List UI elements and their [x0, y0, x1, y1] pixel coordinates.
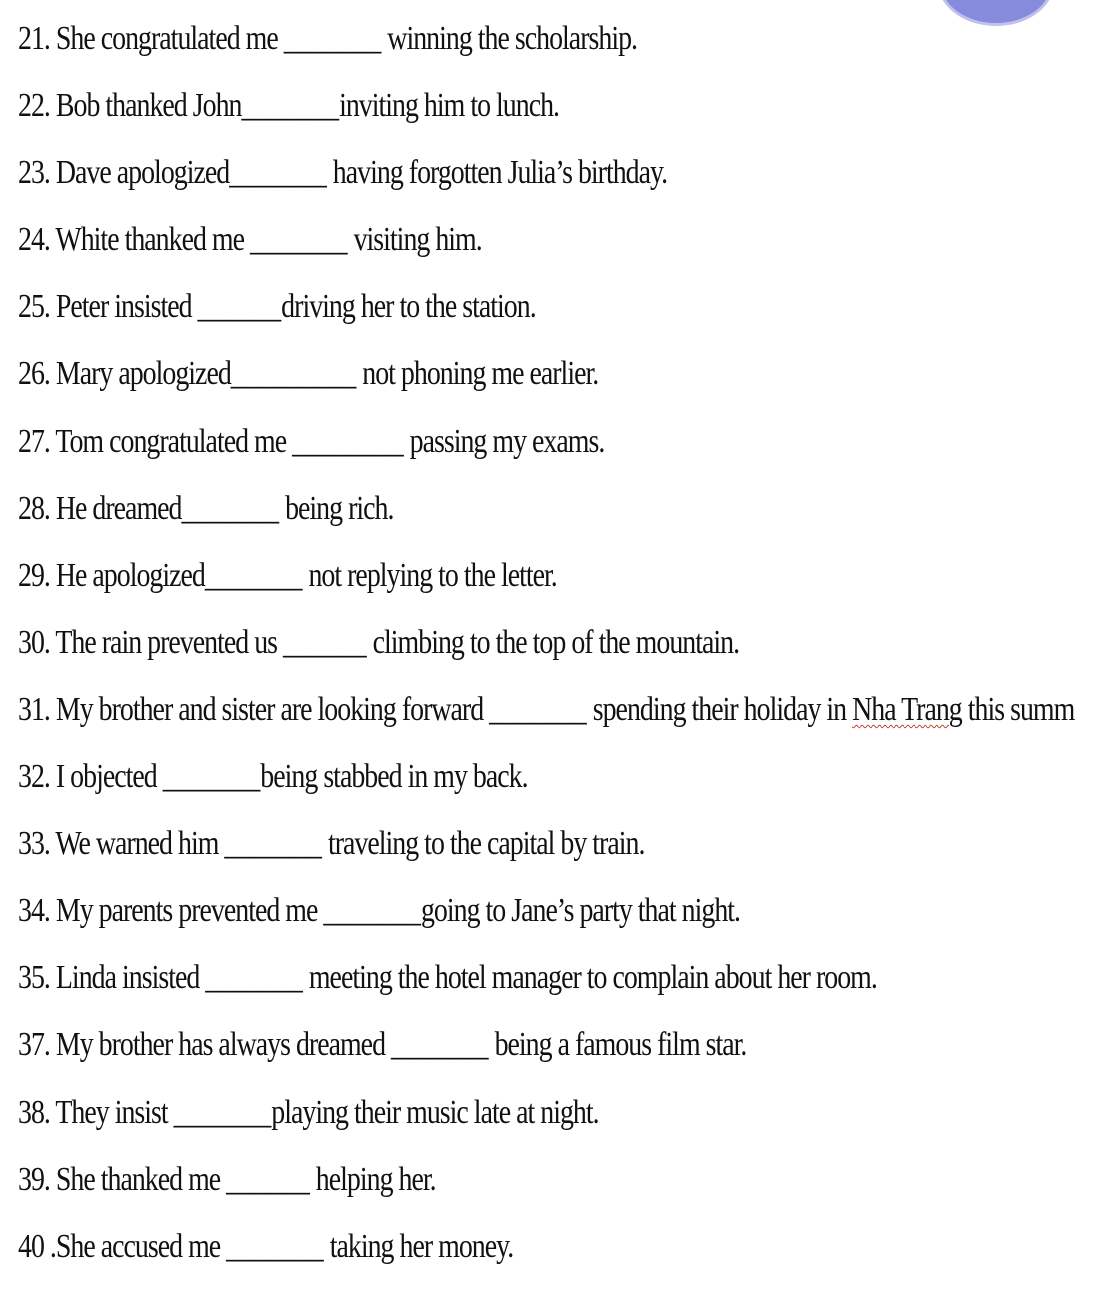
exercise-item-21: [18, 16, 920, 83]
exercise-item-39: [18, 1157, 920, 1224]
sentence-start: 30. The rain prevented us: [18, 623, 284, 661]
spellcheck-flagged-text: Nha Trang: [852, 690, 962, 728]
exercise-item-26: [18, 351, 920, 418]
sentence-end: being a famous film star.: [488, 1026, 747, 1064]
sentence-start: 28. He dreamed: [18, 489, 182, 527]
sentence-start: 29. He apologized: [18, 556, 205, 594]
exercise-item-40: [18, 1224, 920, 1291]
answer-blank: _______: [226, 1227, 324, 1265]
exercise-item-32: [18, 754, 920, 821]
answer-blank: _______: [181, 489, 280, 527]
sentence-end: passing my exams.: [403, 422, 605, 460]
sentence-start: 27. Tom congratulated me: [18, 422, 293, 460]
sentence-tail: this summ: [961, 690, 1075, 728]
sentence-end: visiting him.: [347, 221, 482, 259]
sentence-end: inviting him to lunch.: [339, 87, 560, 125]
sentence-end: meeting the hotel manager to complain about her room.: [302, 959, 877, 997]
sentence-end: being stabbed in my back.: [260, 758, 528, 796]
sentence-end: having forgotten Julia’s birthday.: [326, 154, 668, 192]
sentence-start: 21. She congratulated me: [18, 20, 284, 57]
exercise-item-24: [18, 217, 920, 284]
answer-blank: ________: [292, 422, 404, 460]
answer-blank: ______: [197, 288, 282, 326]
sentence-start: 33. We warned him: [18, 825, 225, 863]
sentence-end: winning the scholarship.: [381, 20, 638, 57]
exercise-item-33: [18, 821, 920, 888]
sentence-start: 25. Peter insisted: [18, 288, 198, 326]
sentence-start: 39. She thanked me: [18, 1160, 227, 1198]
answer-blank: _______: [323, 892, 421, 930]
sentence-end: spending their holiday in: [586, 690, 853, 728]
answer-blank: _______: [391, 1026, 489, 1064]
exercise-list: [18, 16, 1118, 1291]
sentence-start: 38. They insist: [18, 1093, 174, 1131]
answer-blank: _______: [224, 825, 322, 863]
sentence-end: traveling to the capital by train.: [321, 825, 645, 863]
sentence-end: helping her.: [309, 1160, 436, 1198]
exercise-item-37: [18, 1022, 920, 1089]
sentence-end: going to Jane’s party that night.: [420, 892, 741, 930]
exercise-item-29: [18, 553, 920, 620]
sentence-end: playing their music late at night.: [271, 1093, 599, 1131]
exercise-item-30: [18, 620, 920, 687]
answer-blank: _______: [205, 959, 303, 997]
sentence-end: being rich.: [279, 489, 394, 527]
answer-blank: _______: [250, 221, 348, 259]
sentence-end: taking her money.: [323, 1227, 514, 1265]
sentence-start: 22. Bob thanked John: [18, 87, 242, 125]
exercise-item-34: [18, 888, 920, 955]
sentence-start: 23. Dave apologized: [18, 154, 230, 192]
exercise-item-38: [18, 1090, 920, 1157]
answer-blank: _______: [283, 20, 382, 57]
exercise-item-22: [18, 83, 920, 150]
sentence-end: climbing to the top of the mountain.: [366, 623, 740, 661]
sentence-end: not replying to the letter.: [302, 556, 557, 594]
sentence-end: driving her to the station.: [281, 288, 536, 326]
answer-blank: ______: [283, 623, 367, 661]
sentence-start: 37. My brother has always dreamed: [18, 1026, 392, 1064]
sentence-start: 40 .She accused me: [18, 1227, 227, 1265]
sentence-start: 26. Mary apologized: [18, 355, 231, 393]
exercise-item-35: [18, 955, 920, 1022]
answer-blank: ______: [226, 1160, 310, 1198]
answer-blank: _______: [229, 154, 327, 192]
exercise-item-25: [18, 284, 920, 351]
exercise-item-31: [18, 687, 1075, 754]
answer-blank: _______: [204, 556, 303, 594]
answer-blank: _______: [489, 690, 587, 728]
sentence-start: 35. Linda insisted: [18, 959, 206, 997]
sentence-end: not phoning me earlier.: [356, 355, 599, 393]
answer-blank: _________: [230, 355, 357, 393]
answer-blank: _______: [241, 87, 340, 125]
sentence-start: 32. I objected: [18, 758, 163, 796]
answer-blank: _______: [173, 1093, 272, 1131]
sentence-start: 31. My brother and sister are looking forward: [18, 690, 490, 728]
sentence-start: 34. My parents prevented me: [18, 892, 324, 930]
sentence-start: 24. White thanked me: [18, 221, 251, 259]
exercise-item-23: [18, 150, 920, 217]
answer-blank: _______: [162, 758, 261, 796]
exercise-item-27: [18, 419, 920, 486]
exercise-item-28: [18, 486, 920, 553]
